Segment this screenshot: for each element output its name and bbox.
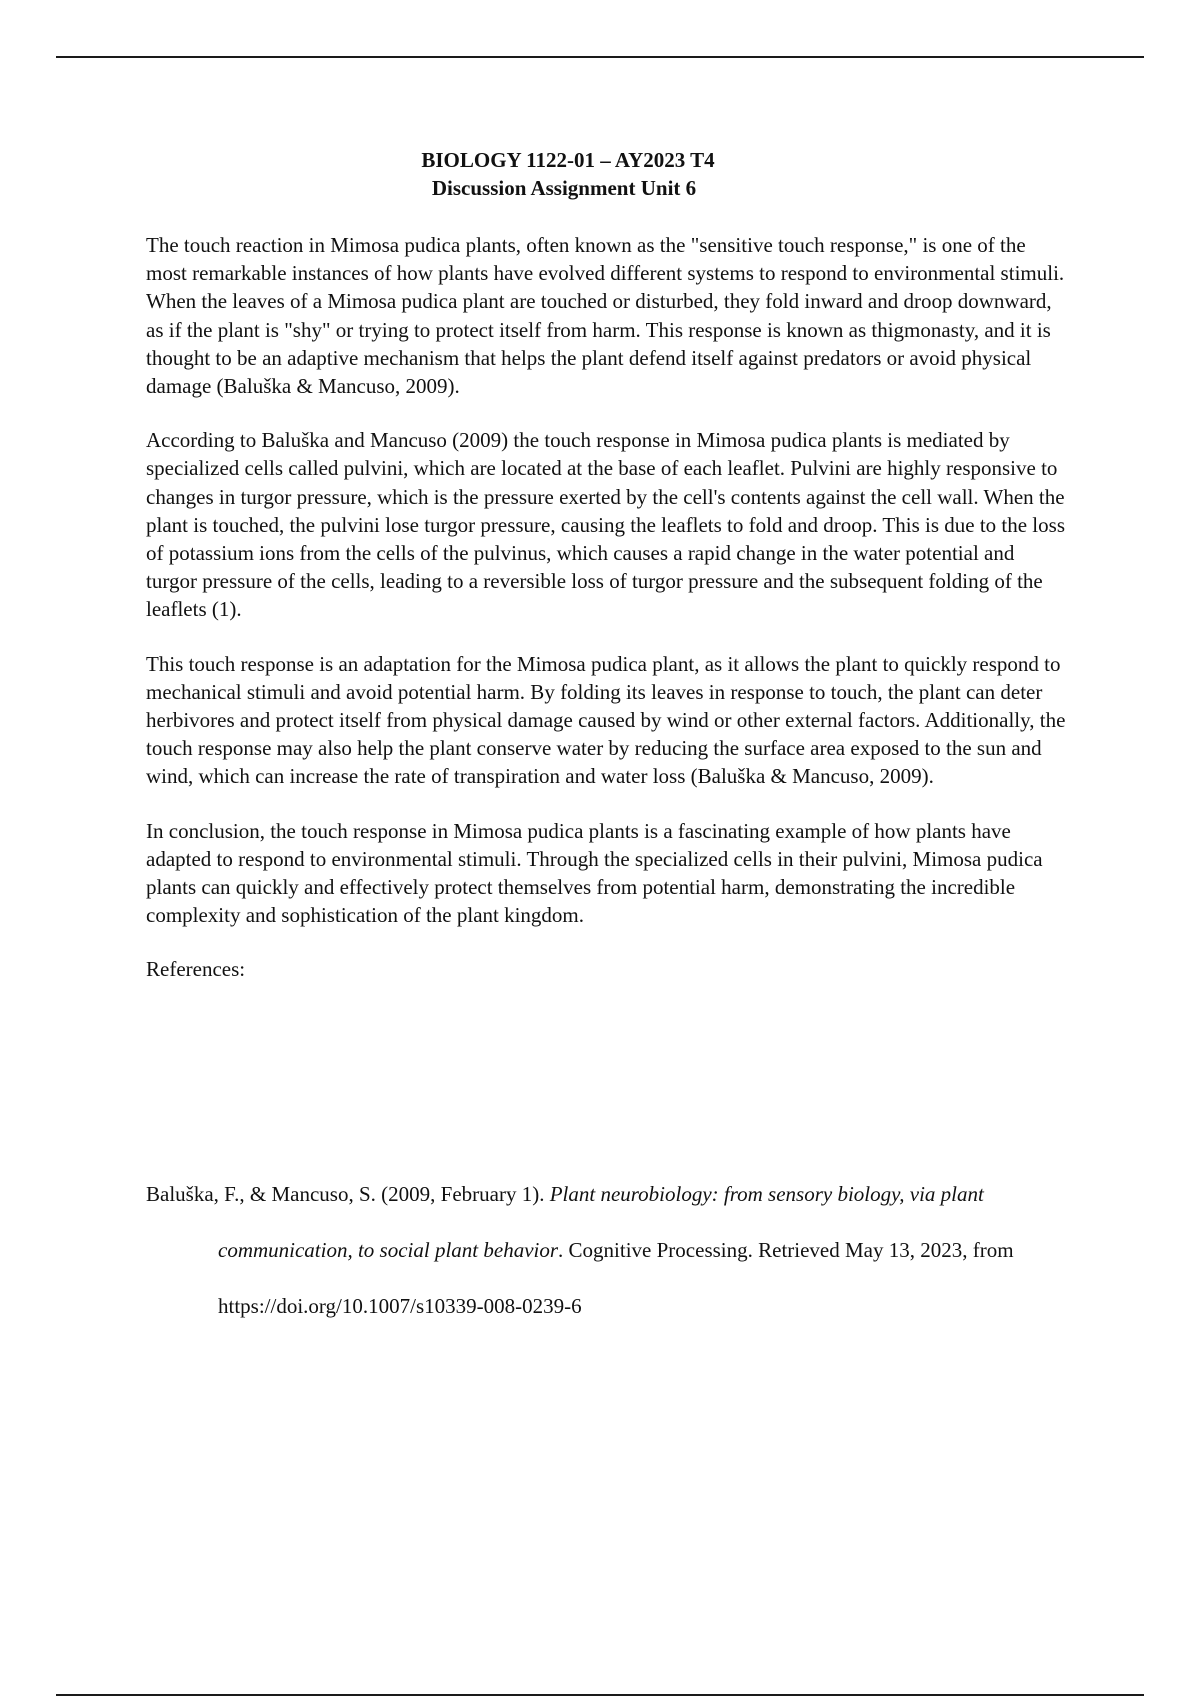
references-heading: References: [146,957,246,982]
reference-title: Plant neurobiology: from sensory biology, via plant communication, to social plant behavior [218,1182,984,1262]
paragraph-3: This touch response is an adaptation for the Mimosa pudica plant, as it allows the plant to quickly respond to mechanical stimuli and avoid potential harm. By folding its leaves in response to touch, the plant can deter herbivores and protect itself from physical damage caused by wind or other external factors. Additionally, the touch response may also help the plant conserve water by reducing the surface area exposed to the sun and wind, which can increase the rate of transpiration and water loss (Baluška & Mancuso, 2009). [146,651,1066,789]
course-title: BIOLOGY 1122-01 – AY2023 T4 [421,148,715,172]
paragraph-2: According to Baluška and Mancuso (2009) the touch response in Mimosa pudica plants is mediated by specialized cells called pulvini, which are located at the base of each leaflet. Pulvini are highly responsive to changes in turgor pressure, which is the pressure exerted by the cell's contents against the cell wall. When the plant is touched, the pulvini lose turgor pressure, causing the leaflets to fold and droop. This is due to the loss of potassium ions from the cells of the pulvinus, which causes a rapid change in the water potential and turgor pressure of the cells, leading to a reversible loss of turgor pressure and the subsequent folding of the leaflets (1). [146,428,1065,622]
paragraph-4: In conclusion, the touch response in Mimosa pudica plants is a fascinating example of how plants have adapted to respond to environmental stimuli. Through the specialized cells in their pulvini, Mimosa pudica plants can quickly and effectively protect themselves from potential harm, demonstrating the incredible complexity and sophistication of the plant kingdom. [146,818,1043,928]
reference-entry [146,1166,1118,1334]
reference-authors: Baluška, F., & Mancuso, S. (2009, February 1). [146,1182,550,1206]
document-header [0,146,1200,202]
bottom-rule [56,1694,1144,1696]
top-rule [56,56,1144,58]
reference-source: . Cognitive Processing. Retrieved May 13, 2023, from https://doi.org/10.1007/s10339-008-0239-6 [218,1238,1014,1318]
assignment-title: Discussion Assignment Unit 6 [431,176,697,200]
document-body [146,231,1066,1010]
paragraph-1: The touch reaction in Mimosa pudica plants, often known as the "sensitive touch response," is one of the most remarkable instances of how plants have evolved different systems to respond to environmental stimuli. When the leaves of a Mimosa pudica plant are touched or disturbed, they fold inward and droop downward, as if the plant is "shy" or trying to protect itself from harm. This response is known as thigmonasty, and it is thought to be an adaptive mechanism that helps the plant defend itself against predators or avoid physical damage (Baluška & Mancuso, 2009). [146,233,1065,399]
